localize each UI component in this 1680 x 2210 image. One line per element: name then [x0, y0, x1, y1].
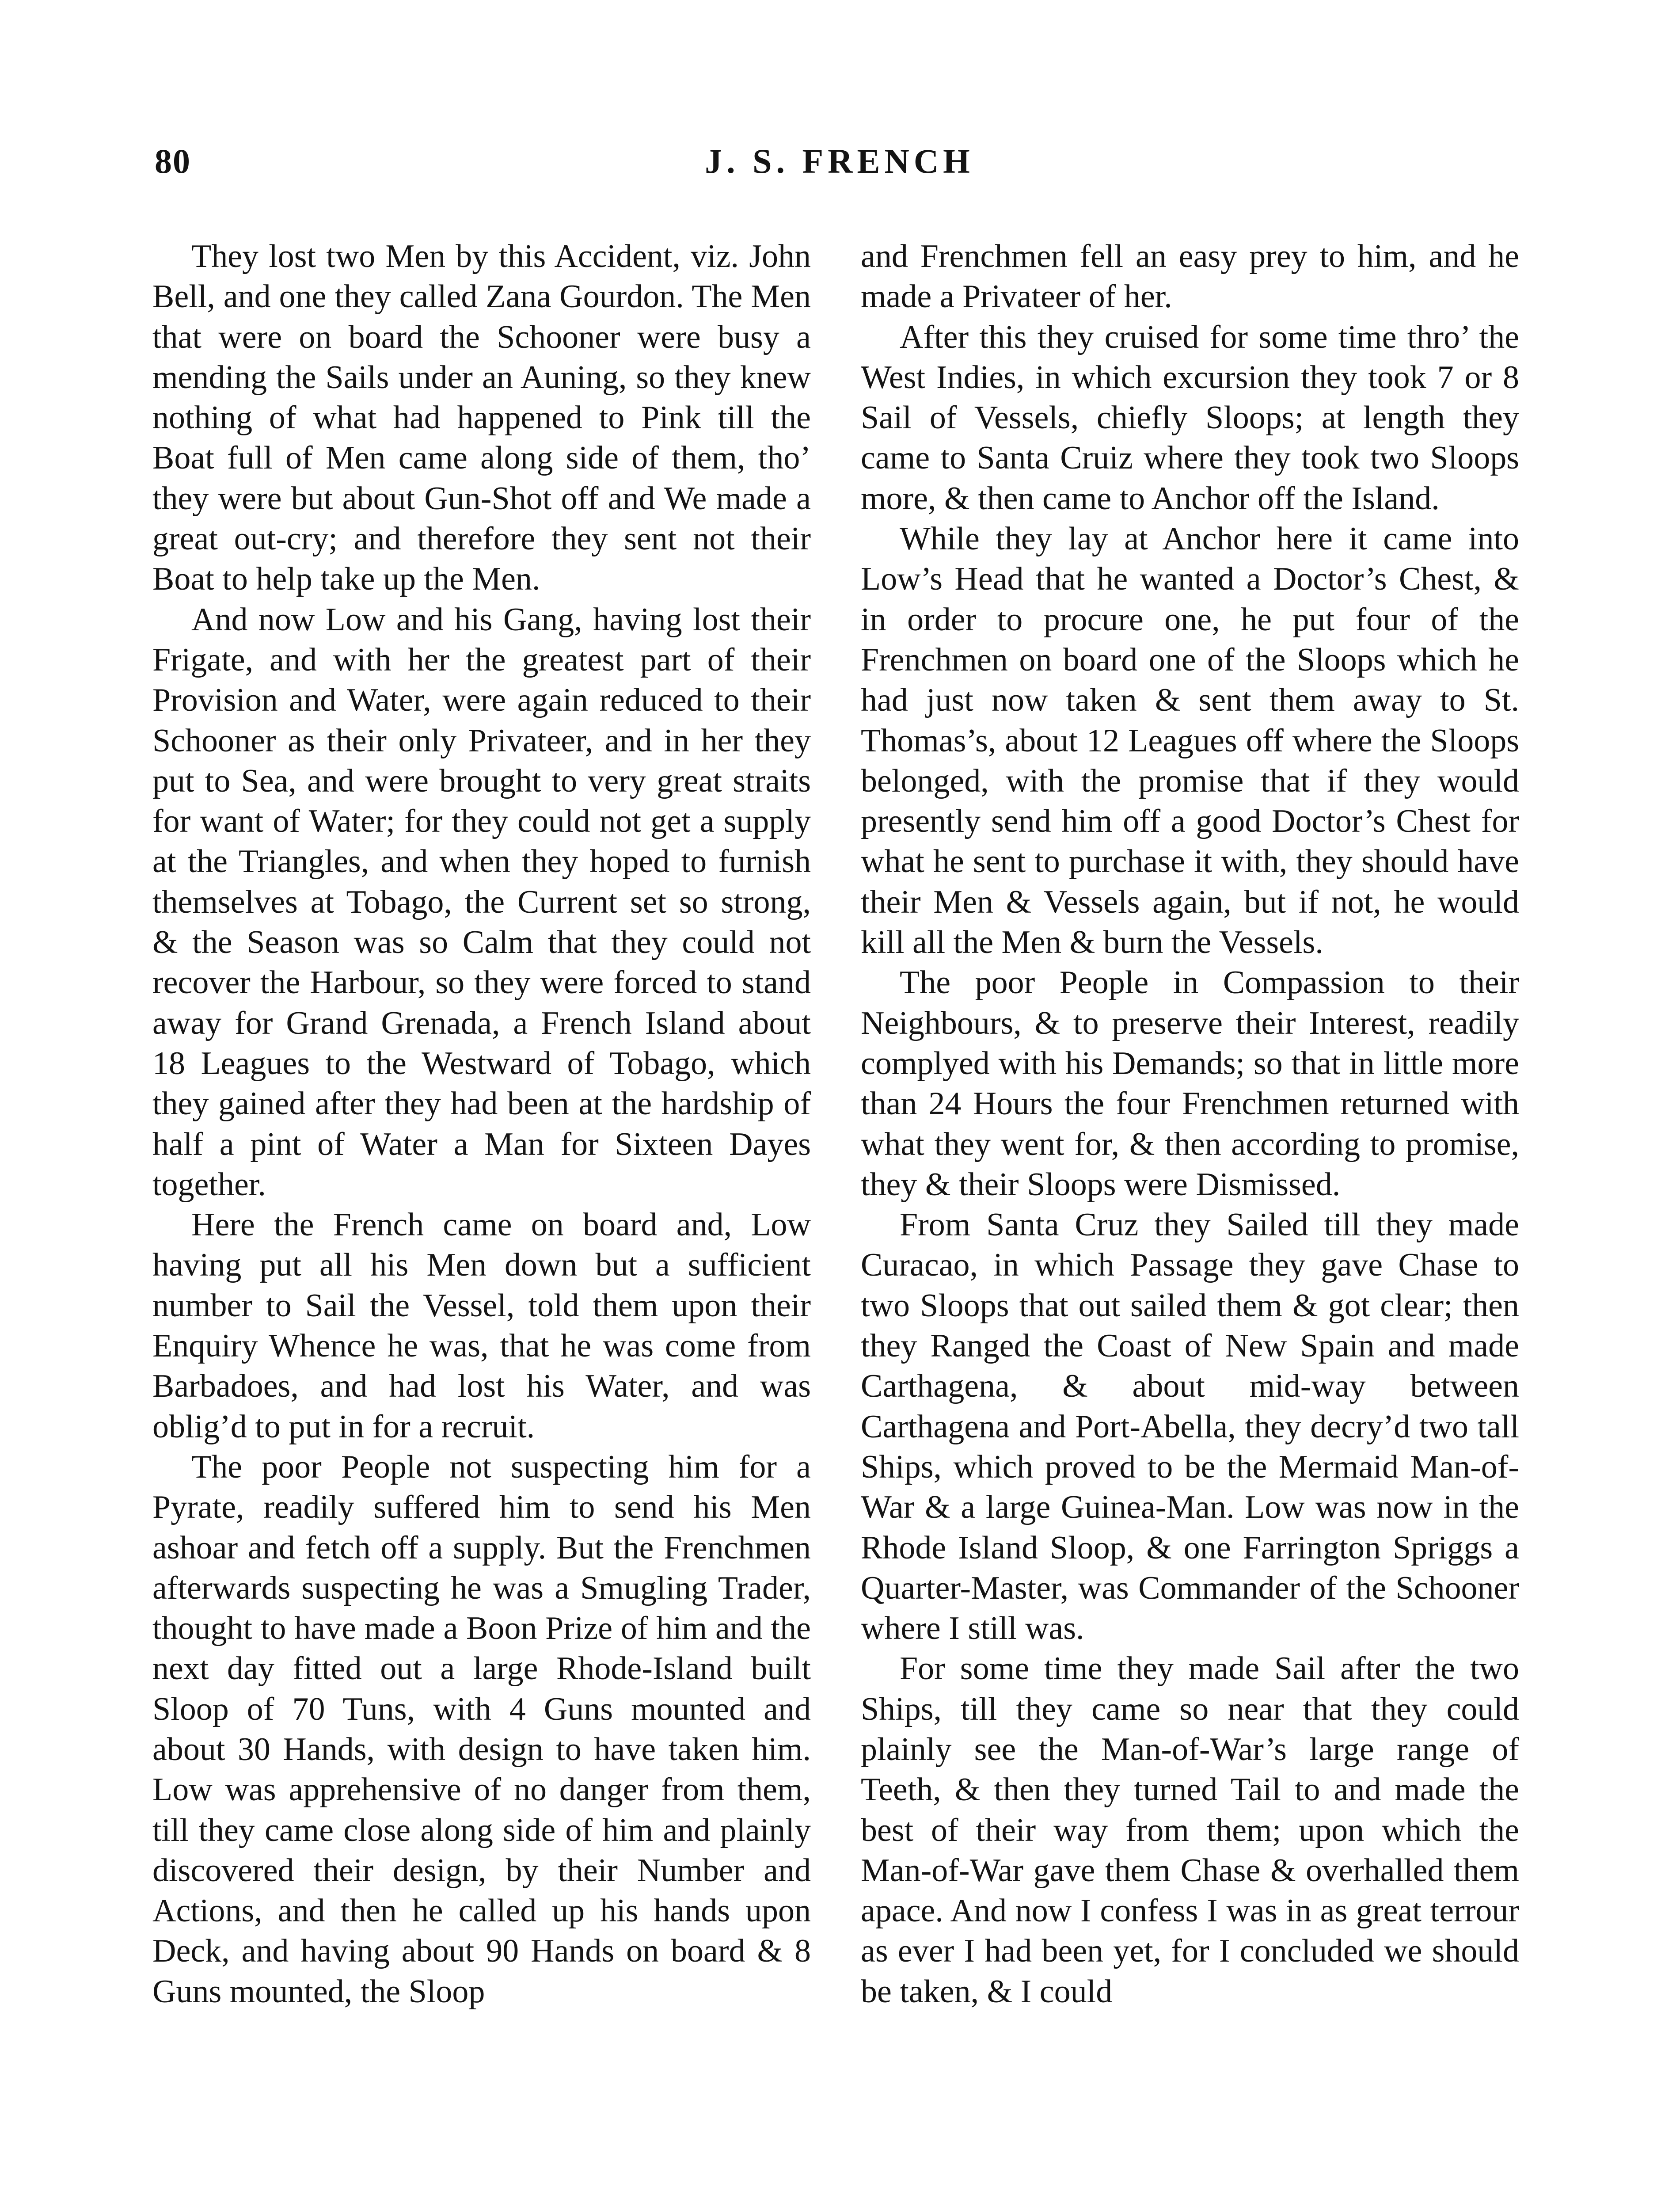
page-number: 80: [155, 142, 191, 180]
page-header: [0, 141, 1680, 203]
running-head: J. S. FRENCH: [705, 142, 974, 180]
paragraph: And now Low and his Gang, having lost their Frigate, and with her the greatest part of their Provision and Water, were again reduced to their Schooner as their only Privateer, and in her they put to Sea, and were brought to very great straits for want of Water; for they could not get a supply at the Triangles, and when they hoped to furnish themselves at Tobago, the Current set so strong, & the Season was so Calm that they could not recover the Harbour, so they were forced to stand away for Grand Grenada, a French Island about 18 Leagues to the Westward of Tobago, which they gained after they had been at the hardship of half a pint of Water a Man for Sixteen Dayes together.: [152, 601, 811, 1203]
paragraph: From Santa Cruz they Sailed till they made Curacao, in which Passage they gave Chase to two Sloops that out sailed them & got clear; then they Ranged the Coast of New Spain and made Carthagena, & about mid-way between Carthagena and Port-Abella, they decry’d two tall Ships, which proved to be the Mermaid Man-of-War & a large Guinea-Man. Low was now in the Rhode Island Sloop, & one Farrington Spriggs a Quarter-Master, was Commander of the Schooner where I still was.: [861, 1207, 1519, 1647]
paragraph: The poor People in Compassion to their Neighbours, & to preserve their Interest, readily complyed with his Demands; so that in little more than 24 Hours the four Frenchmen returned with what they went for, & then according to promise, they & their Sloops were Dismissed.: [861, 964, 1519, 1203]
paragraph: For some time they made Sail after the two Ships, till they came so near that they could plainly see the Man-of-War’s large range of Teeth, & then they turned Tail to and made the best of their way from them; upon which the Man-of-War gave them Chase & overhalled them apace. And now I confess I was in as great terrour as ever I had been yet, for I concluded we should be taken, & I could: [861, 1650, 1519, 2010]
left-column: [152, 236, 811, 2012]
paragraph: While they lay at Anchor here it came into Low’s Head that he wanted a Doctor’s Chest, & in order to procure one, he put four of the Frenchmen on board one of the Sloops which he had just now taken & sent them away to St. Thomas’s, about 12 Leagues off where the Sloops belonged, with the promise that if they would presently send him off a good Doctor’s Chest for what he sent to purchase it with, they should have their Men & Vessels again, but if not, he would kill all the Men & burn the Vessels.: [861, 521, 1519, 961]
paragraph: After this they cruised for some time thro’ the West Indies, in which excursion they took 7 or 8 Sail of Vessels, chiefly Sloops; at length they came to Santa Cruiz where they took two Sloops more, & then came to Anchor off the Island.: [861, 319, 1519, 517]
paragraph: They lost two Men by this Accident, viz. John Bell, and one they called Zana Gourdon. The Men that were on board the Schooner were busy a mending the Sails under an Auning, so they knew nothing of what had happened to Pink till the Boat full of Men came along side of them, tho’ they were but about Gun-Shot off and We made a great out-cry; and therefore they sent not their Boat to help take up the Men.: [152, 238, 811, 598]
paragraph: The poor People not suspecting him for a Pyrate, readily suffered him to send his Men ashoar and fetch off a supply. But the Frenchmen afterwards suspecting he was a Smugling Trader, thought to have made a Boon Prize of him and the next day fitted out a large Rhode-Island built Sloop of 70 Tuns, with 4 Guns mounted and about 30 Hands, with design to have taken him. Low was apprehensive of no danger from them, till they came close along side of him and plainly discovered their design, by their Number and Actions, and then he called up his hands upon Deck, and having about 90 Hands on board & 8 Guns mounted, the Sloop: [152, 1448, 811, 2010]
paragraph-continuation: and Frenchmen fell an easy prey to him, and he made a Privateer of her.: [861, 238, 1519, 315]
right-column: [861, 236, 1519, 2012]
paragraph: Here the French came on board and, Low having put all his Men down but a sufficient number to Sail the Vessel, told them upon their Enquiry Whence he was, that he was come from Barbadoes, and had lost his Water, and was oblig’d to put in for a recruit.: [152, 1207, 811, 1445]
